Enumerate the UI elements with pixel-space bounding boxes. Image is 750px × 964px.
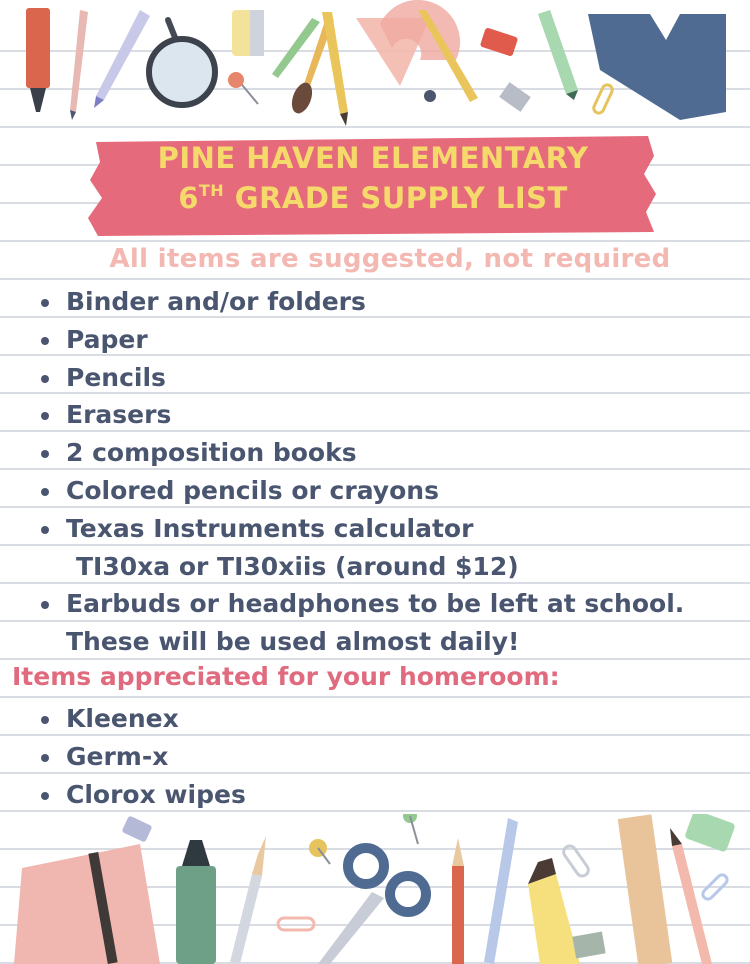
title-line-2-rest: GRADE SUPPLY LIST (224, 181, 568, 215)
top-supplies-illustration (0, 0, 750, 140)
homeroom-list (34, 700, 246, 813)
paperclip-icon (592, 83, 614, 114)
eraser-icon (232, 10, 264, 56)
marker-icon (176, 840, 216, 964)
highlighter-icon (528, 858, 580, 964)
scissors-icon (318, 848, 426, 964)
highlighter-icon (538, 10, 578, 100)
list-item: Kleenex (34, 700, 246, 738)
supply-list (34, 283, 684, 661)
list-item-continuation: These will be used almost daily! (66, 627, 520, 657)
pushpin-icon (228, 72, 258, 104)
pushpin-icon (424, 90, 436, 102)
pen-icon (94, 10, 150, 108)
list-item: Paper (34, 321, 684, 359)
sharpener-icon (121, 815, 152, 842)
binder-clip-icon (499, 82, 531, 112)
list-item: Binder and/or folders (34, 283, 684, 321)
list-item: Texas Instruments calculator TI30xa or TI30xiis (around $12) (34, 510, 684, 586)
paperclip-icon (701, 873, 729, 901)
marker-icon (26, 8, 50, 112)
list-item: 2 composition books (34, 434, 684, 472)
subtitle: All items are suggested, not required (109, 244, 671, 274)
list-item-continuation: TI30xa or TI30xiis (around $12) (76, 551, 519, 581)
sharpener-icon (480, 27, 519, 57)
spiral-notebook-icon (588, 14, 726, 120)
homeroom-heading: Items appreciated for your homeroom: (12, 662, 560, 691)
pen-icon (484, 818, 518, 964)
pushpin-icon (309, 839, 330, 864)
title-line-1: PINE HAVEN ELEMENTARY (157, 141, 589, 175)
pencil-icon (230, 836, 266, 964)
pen-icon (70, 10, 88, 120)
pencil-icon (452, 838, 464, 964)
list-item: Clorox wipes (34, 776, 246, 814)
ruler-icon (618, 814, 673, 964)
notebook-icon (14, 844, 160, 964)
grade-suffix: TH (198, 181, 225, 200)
list-item: Earbuds or headphones to be left at school. These will be used almost daily! (34, 585, 684, 661)
binder-clip-icon (572, 932, 605, 959)
list-item: Colored pencils or crayons (34, 472, 684, 510)
title-banner (88, 132, 658, 240)
eraser-icon (684, 814, 736, 853)
list-item: Germ-x (34, 738, 246, 776)
magnifier-icon (149, 20, 215, 105)
paperclip-icon (561, 844, 590, 879)
bottom-supplies-illustration (0, 814, 750, 964)
pencil-icon (322, 12, 348, 126)
pencil-icon (670, 828, 712, 964)
title (88, 138, 658, 218)
list-item: Pencils (34, 359, 684, 397)
pushpin-icon (403, 814, 418, 844)
paperclip-icon (278, 918, 314, 930)
title-line-2 (88, 178, 658, 218)
list-item: Erasers (34, 396, 684, 434)
grade-number: 6 (178, 181, 199, 215)
